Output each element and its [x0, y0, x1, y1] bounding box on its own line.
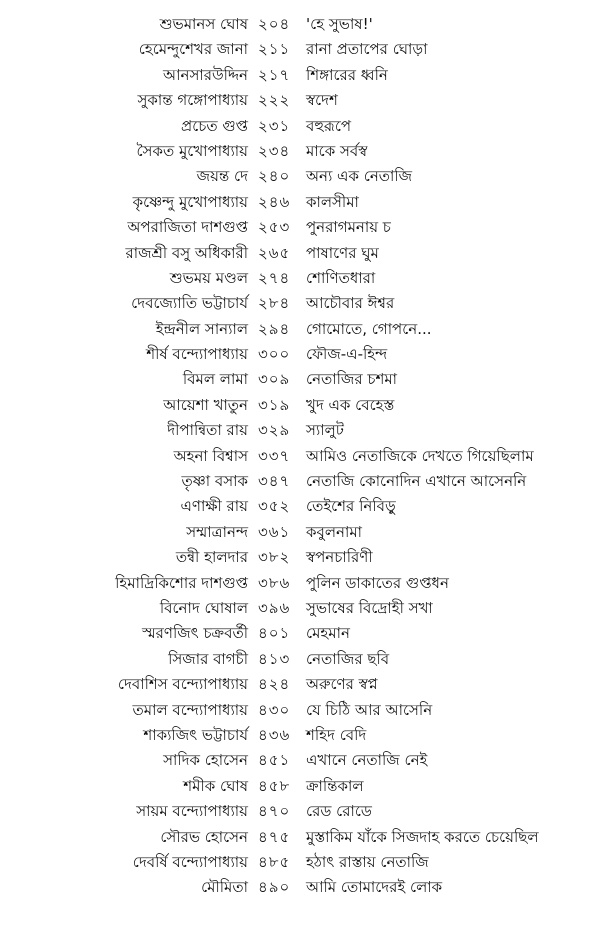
author-name: দেবজ্যোতি ভট্টাচার্য	[131, 294, 248, 313]
page-number: ২৮৪	[258, 294, 291, 313]
toc-entry	[0, 139, 600, 164]
toc-entry	[0, 494, 600, 519]
author-name: তমাল বন্দ্যোপাধ্যায়	[132, 700, 248, 719]
author-name: দেবর্ষি বন্দ্যোপাধ্যায়	[132, 852, 248, 871]
author-name: শীর্ষ বন্দ্যোপাধ্যায়	[146, 345, 248, 364]
author-name: মৌমিতা	[201, 878, 248, 897]
story-title: পুলিন ডাকাতের গুপ্তধন	[306, 573, 449, 592]
story-title: 'হে সুভাষ!'	[306, 15, 373, 33]
story-title: যে চিঠি আর আসেনি	[306, 700, 433, 719]
page-number: ৪১৩	[258, 649, 291, 668]
toc-entry	[0, 774, 600, 799]
story-title: নেতাজি কোনোদিন এখানে আসেননি	[306, 472, 527, 491]
story-title: অন্য এক নেতাজি	[306, 167, 413, 186]
story-title: মাকে সর্বস্ব	[306, 141, 368, 160]
story-title: স্বপনচারিণী	[306, 548, 373, 567]
story-title: শোণিতধারা	[306, 268, 376, 287]
author-name: সিজার বাগচী	[168, 649, 248, 668]
page-number: ২৯৪	[258, 319, 291, 338]
page-number: ২৩১	[258, 116, 291, 135]
author-name: সৈকত মুখোপাধ্যায়	[136, 141, 248, 160]
toc-entry	[0, 444, 600, 469]
toc-entry	[0, 469, 600, 494]
page-number: ৪৮৫	[258, 852, 291, 871]
page-number: ৪৭০	[258, 802, 291, 821]
author-name: ইন্দ্রনীল সান্যাল	[155, 319, 248, 338]
page-number: ২৪০	[258, 167, 291, 186]
toc-entry	[0, 367, 600, 392]
page-number: ২৫৩	[258, 218, 291, 237]
author-name: রাজশ্রী বসু অধিকারী	[125, 243, 248, 262]
page-number: ৪২৪	[258, 675, 291, 694]
author-name: এণাক্ষী রায়	[180, 497, 248, 516]
toc-entry	[0, 698, 600, 723]
toc-entry	[0, 418, 600, 443]
toc-entry	[0, 748, 600, 773]
page-number: ২২২	[258, 91, 291, 110]
page-number: ২১১	[258, 40, 291, 59]
author-name: অহনা বিশ্বাস	[173, 446, 248, 465]
page-number: ৪৫১	[258, 751, 291, 770]
toc-entry	[0, 266, 600, 291]
author-name: সায়ম বন্দ্যোপাধ্যায়	[136, 802, 248, 821]
story-title: কবুলনামা	[306, 522, 363, 541]
toc-entry	[0, 621, 600, 646]
story-title: আমি তোমাদেরই লোক	[306, 878, 443, 897]
page-number: ২০৪	[258, 15, 291, 33]
story-title: ফৌজ-এ-হিন্দ	[306, 345, 388, 364]
toc-entry	[0, 545, 600, 570]
author-name: হিমাদ্রিকিশোর দাশগুপ্ত	[115, 573, 248, 592]
story-title: নেতাজির চশমা	[306, 370, 398, 389]
story-title: অরুণের স্বপ্ন	[306, 675, 378, 694]
toc-entry	[0, 164, 600, 189]
toc-entry	[0, 520, 600, 545]
page-number: ৩১৯	[258, 395, 291, 414]
story-title: তেইশের নিবিড়ু	[306, 497, 396, 516]
author-name: অপরাজিতা দাশগুপ্ত	[127, 218, 248, 237]
story-title: রানা প্রতাপের ঘোড়া	[306, 40, 428, 59]
story-title: হঠাৎ রাস্তায় নেতাজি	[306, 852, 429, 871]
story-title: কালসীমা	[306, 192, 359, 211]
story-title: খুদ এক বেহেস্ত	[306, 395, 395, 414]
story-title: শহিদ বেদি	[306, 725, 367, 744]
author-name: শুভময় মণ্ডল	[169, 268, 248, 287]
story-title: স্বদেশ	[306, 91, 338, 110]
author-name: দীপান্বিতা রায়	[167, 421, 248, 440]
author-name: সুকান্ত গঙ্গোপাধ্যায়	[137, 91, 248, 110]
page-number: ৪৩০	[258, 700, 291, 719]
story-title: স্যালুট	[306, 421, 344, 440]
toc-entry	[0, 37, 600, 62]
page-number: ৩৬১	[258, 522, 291, 541]
author-name: সম্মাত্রানন্দ	[186, 522, 248, 541]
author-name: শাক্যজিৎ ভট্টাচার্য	[143, 725, 248, 744]
toc-entry	[0, 241, 600, 266]
story-title: ক্রান্তিকাল	[306, 776, 364, 795]
toc-entry	[0, 63, 600, 88]
toc-entry	[0, 190, 600, 215]
author-name: জয়ন্ত দে	[196, 167, 248, 186]
story-title: রেড রোডে	[306, 802, 372, 821]
toc-entry	[0, 723, 600, 748]
page-number: ২৬৫	[258, 243, 291, 262]
story-title: পুনরাগমনায় চ	[306, 218, 391, 237]
toc-entry	[0, 12, 600, 37]
author-name: শুভমানস ঘোষ	[159, 15, 248, 33]
page-number: ২১৭	[258, 65, 291, 84]
story-title: নেতাজির ছবি	[306, 649, 390, 668]
toc-entry	[0, 342, 600, 367]
page-number: ৪৭৫	[258, 827, 291, 846]
page-number: ৩৯৬	[258, 598, 291, 617]
story-title: পাষাণের ঘুম	[306, 243, 379, 262]
toc-entry	[0, 672, 600, 697]
author-name: তৃষ্ণা বসাক	[181, 472, 248, 491]
toc-entry	[0, 799, 600, 824]
story-title: মুস্তাকিম যাঁকে সিজদাহ করতে চেয়েছিল	[306, 827, 539, 846]
toc-entry	[0, 596, 600, 621]
toc-entry	[0, 825, 600, 850]
story-title: গোমোতে, গোপনে...	[306, 319, 432, 338]
author-name: হেমেন্দুশেখর জানা	[138, 40, 248, 59]
author-name: প্রচেত গুপ্ত	[181, 116, 248, 135]
story-title: আচৌবার ঈশ্বর	[306, 294, 395, 313]
author-name: কৃষ্ণেন্দু মুখোপাধ্যায়	[132, 192, 248, 211]
author-name: সাদিক হোসেন	[163, 751, 248, 770]
author-name: আনসারউদ্দিন	[163, 65, 248, 84]
author-name: বিনোদ ঘোষাল	[159, 598, 248, 617]
author-name: দেবাশিস বন্দ্যোপাধ্যায়	[117, 675, 248, 694]
story-title: মেহমান	[306, 624, 350, 643]
toc-entry	[0, 571, 600, 596]
page-number: ৪৫৮	[258, 776, 291, 795]
page-number: ৩০৯	[258, 370, 291, 389]
author-name: বিমল লামা	[182, 370, 248, 389]
toc-entry	[0, 291, 600, 316]
page-number: ৪৩৬	[258, 725, 291, 744]
story-title: আমিও নেতাজিকে দেখতে গিয়েছিলাম	[306, 446, 534, 465]
page-number: ৩২৯	[258, 421, 291, 440]
page-number: ৪০১	[258, 624, 291, 643]
toc-entry	[0, 88, 600, 113]
author-name: স্মরণজিৎ চক্রবর্তী	[142, 624, 248, 643]
page-number: ৩৮২	[258, 548, 291, 567]
page-number: ৩৫২	[258, 497, 291, 516]
author-name: তন্বী হালদার	[175, 548, 248, 567]
story-title: বহুরূপে	[306, 116, 352, 135]
author-name: আয়েশা খাতুন	[163, 395, 248, 414]
toc-entry	[0, 393, 600, 418]
toc-entry	[0, 215, 600, 240]
author-name: সৌরভ হোসেন	[160, 827, 248, 846]
story-title: সুভাষের বিদ্রোহী সখা	[306, 598, 433, 617]
page-number: ৩৪৭	[258, 472, 291, 491]
page-number: ৩০০	[258, 345, 291, 364]
toc-entry	[0, 114, 600, 139]
toc-entry	[0, 850, 600, 875]
toc-entry	[0, 317, 600, 342]
page-number: ৪৯০	[258, 878, 291, 897]
story-title: শিঙ্গারের ধ্বনি	[306, 65, 388, 84]
table-of-contents	[0, 12, 600, 901]
page-number: ৩৩৭	[258, 446, 291, 465]
author-name: শমীক ঘোষ	[183, 776, 248, 795]
page-number: ২৪৬	[258, 192, 291, 211]
toc-entry	[0, 875, 600, 900]
story-title: এখানে নেতাজি নেই	[306, 751, 428, 770]
toc-entry	[0, 647, 600, 672]
page-number: ৩৮৬	[258, 573, 291, 592]
page-number: ২৭৪	[258, 268, 291, 287]
page-number: ২৩৪	[258, 141, 291, 160]
